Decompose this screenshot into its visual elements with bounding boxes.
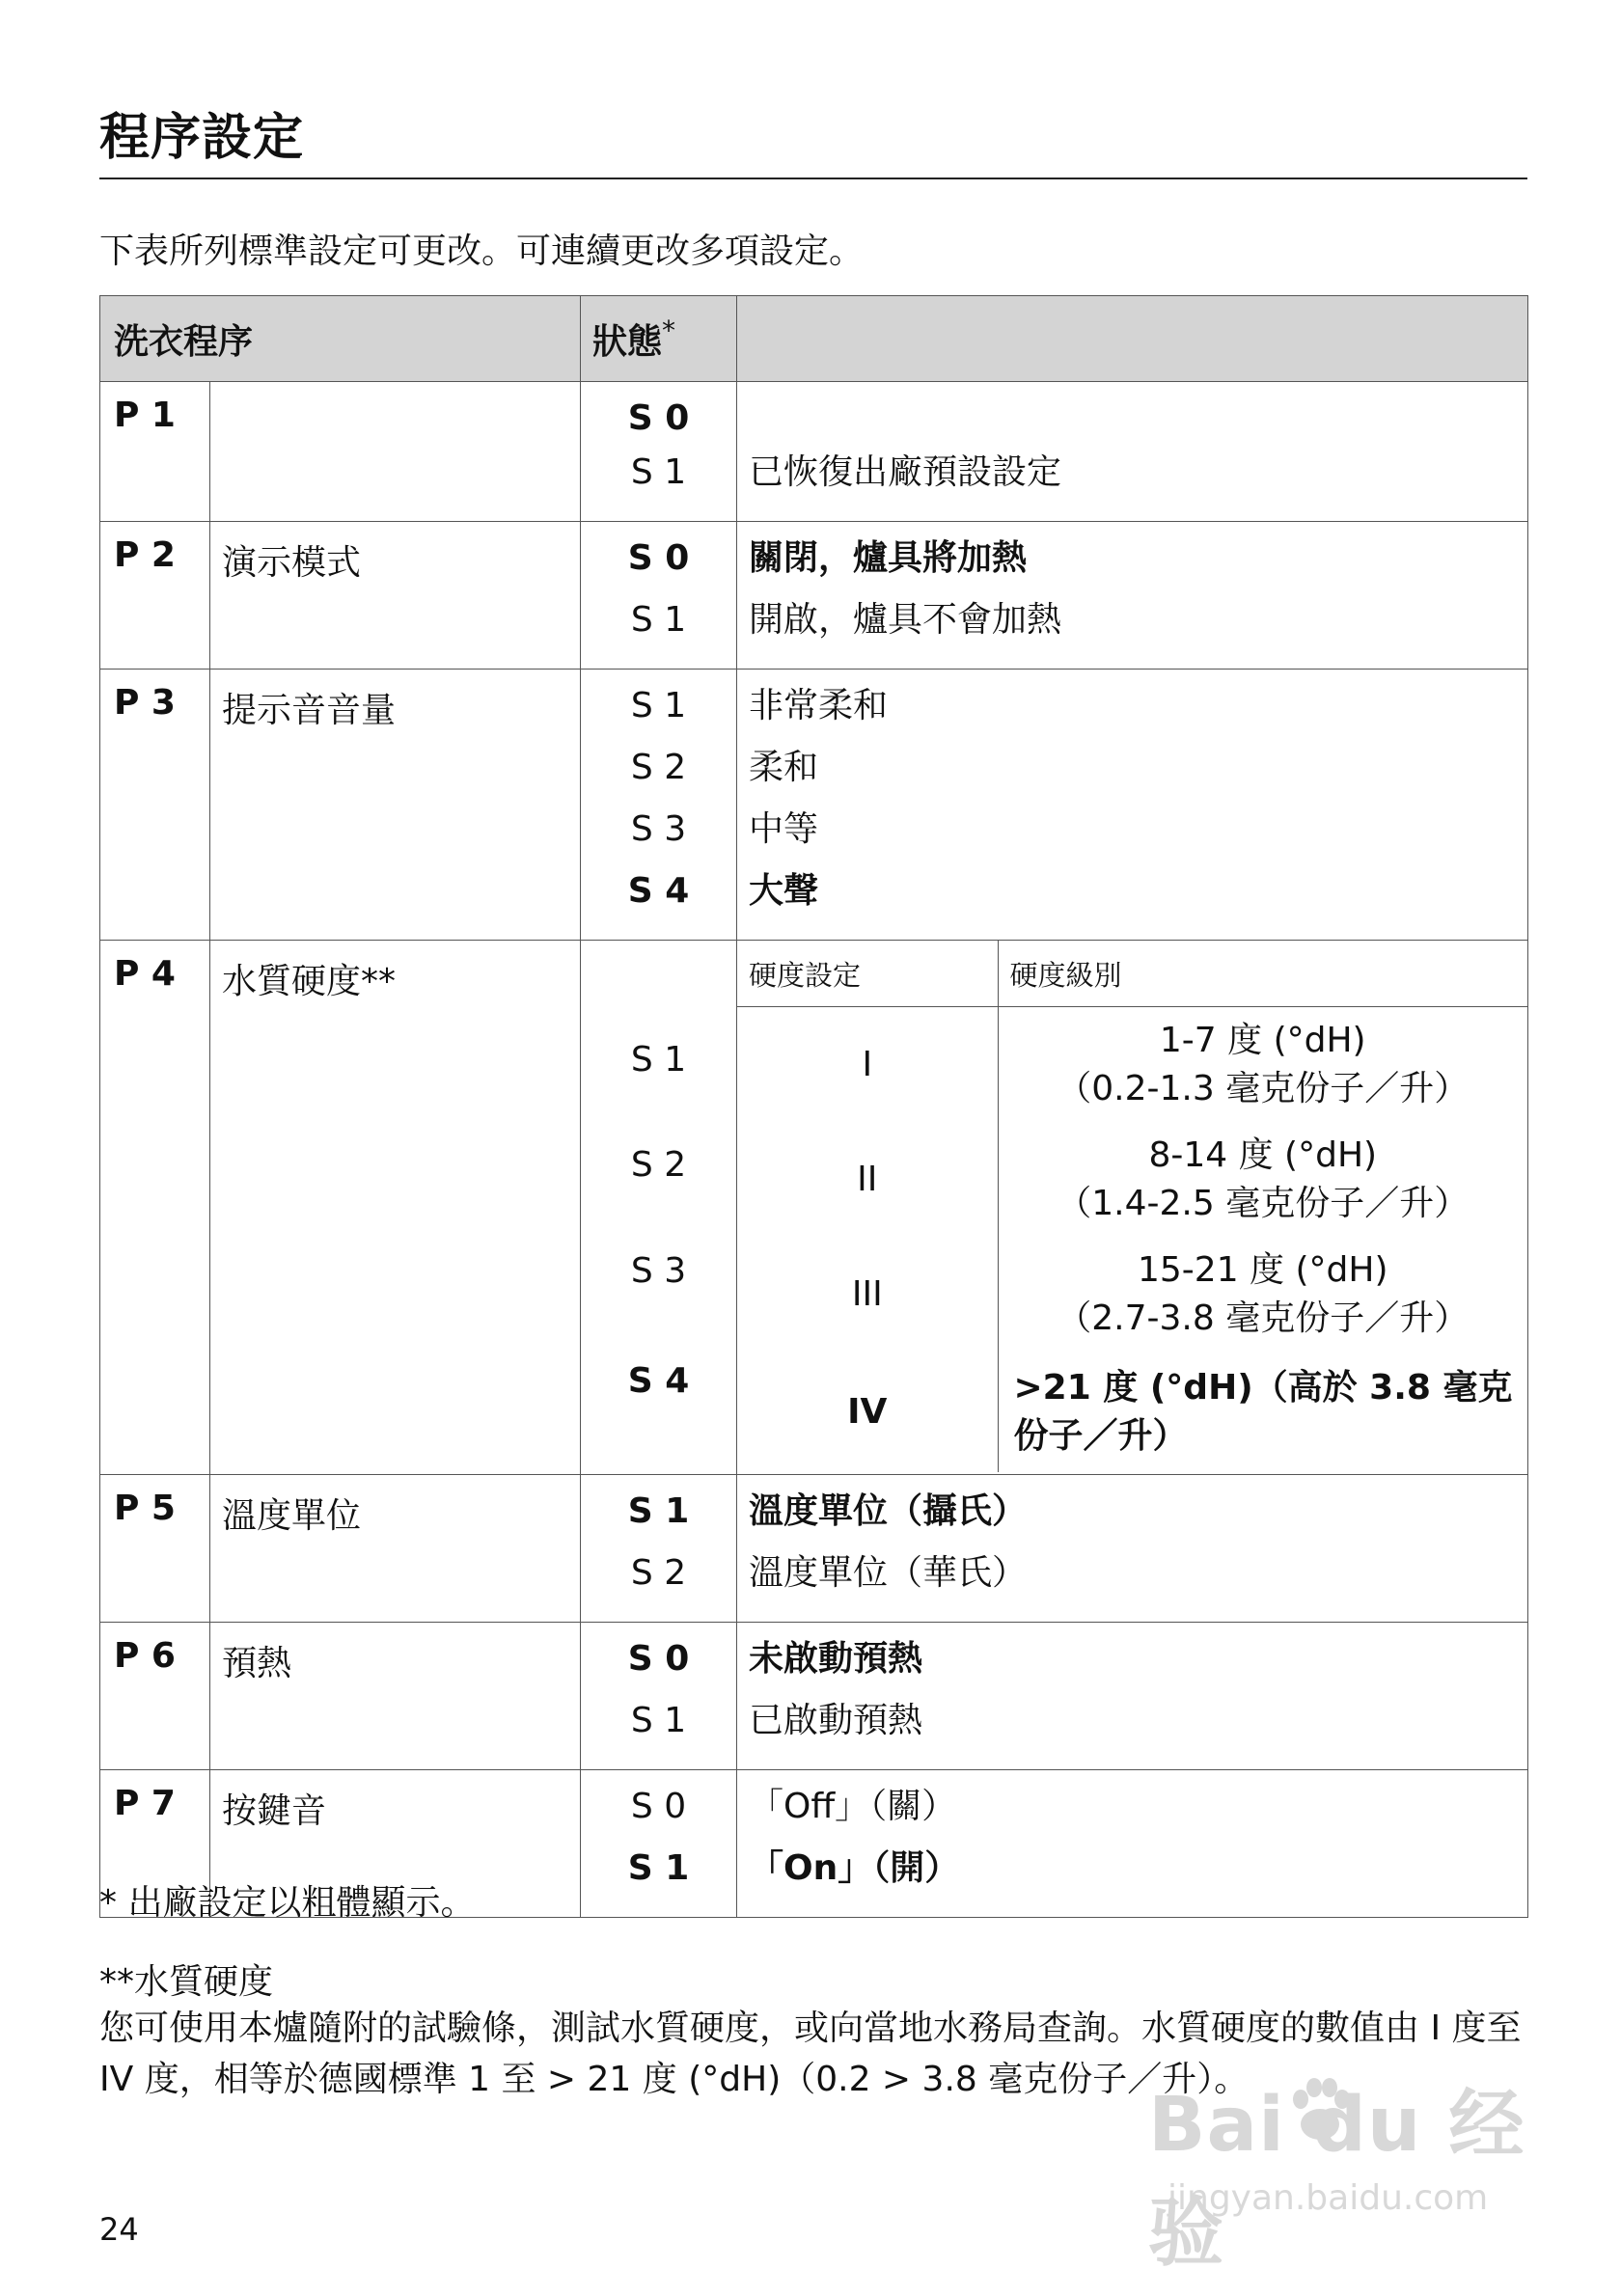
- state-cell: [581, 941, 737, 1475]
- state-value: S 4: [627, 1361, 690, 1401]
- header-description: [737, 296, 1528, 382]
- state-value: S 2: [630, 1145, 687, 1185]
- state-value: S 1: [627, 1491, 690, 1531]
- program-name: 演示模式: [210, 522, 581, 670]
- program-name: 水質硬度**: [210, 941, 581, 1475]
- hardness-range: 8-14 度 (°dH) （1.4-2.5 毫克份子／升）: [998, 1123, 1527, 1237]
- program-code: P 5: [100, 1475, 210, 1623]
- description-text: 關閉，爐具將加熱: [749, 538, 1028, 578]
- table-header-row: [100, 296, 1528, 382]
- program-name: [210, 382, 581, 522]
- state-cell: [581, 1623, 737, 1770]
- description-cell: [737, 1623, 1528, 1770]
- watermark-main-text: Bai du 经验: [1148, 2082, 1525, 2277]
- description-text: 大聲: [749, 871, 819, 911]
- state-value: S 1: [630, 600, 687, 640]
- program-code: P 2: [100, 522, 210, 670]
- description-text: 溫度單位（華氏）: [749, 1553, 1028, 1593]
- program-name: 提示音音量: [210, 670, 581, 941]
- program-code: P 3: [100, 670, 210, 941]
- intro-text: 下表所列標準設定可更改。可連續更改多項設定。: [99, 232, 865, 271]
- page-number: 24: [99, 2211, 139, 2248]
- program-code: P 1: [100, 382, 210, 522]
- hardness-level: I: [862, 1045, 873, 1085]
- page-title: 程序設定: [99, 109, 305, 167]
- state-value: S 1: [630, 1040, 687, 1080]
- description-text: 「On」（開）: [749, 1848, 960, 1888]
- program-name: 按鍵音: [210, 1770, 581, 1918]
- hardness-level: IV: [847, 1392, 888, 1432]
- description-cell: [737, 670, 1528, 941]
- hardness-table: [737, 941, 1527, 1472]
- state-value: S 0: [630, 1787, 687, 1826]
- description-text: 已恢復出廠預設設定: [749, 452, 1062, 492]
- state-value: S 3: [630, 1251, 687, 1291]
- hardness-row: [737, 1007, 1527, 1123]
- description-text: 未啟動預熱: [749, 1639, 923, 1679]
- hardness-setting-header: 硬度設定: [737, 941, 998, 1007]
- table-row: [100, 941, 1528, 1475]
- header-state: 狀態*: [581, 296, 737, 382]
- state-cell: [581, 1770, 737, 1918]
- description-text: [749, 396, 1527, 450]
- program-code: P 7: [100, 1770, 210, 1918]
- description-text: 「Off」（關）: [749, 1787, 957, 1826]
- description-text: 開啟，爐具不會加熱: [749, 600, 1062, 640]
- description-cell: [737, 1475, 1528, 1623]
- description-text: 中等: [749, 809, 819, 849]
- description-text: 非常柔和: [749, 686, 889, 725]
- description-cell: [737, 522, 1528, 670]
- table-row: [100, 1623, 1528, 1770]
- program-code: P 6: [100, 1623, 210, 1770]
- settings-table: [99, 295, 1528, 1918]
- state-value: S 1: [630, 452, 687, 492]
- header-program: 洗衣程序: [100, 296, 581, 382]
- state-value: S 2: [630, 748, 687, 787]
- state-value: S 2: [630, 1553, 687, 1593]
- title-divider: [99, 178, 1527, 179]
- description-cell: [737, 382, 1528, 522]
- state-value: S 0: [627, 1639, 690, 1679]
- footnote-bold-default: * 出廠設定以粗體顯示。: [99, 1883, 476, 1923]
- state-value: S 1: [627, 1848, 690, 1888]
- state-cell: [581, 522, 737, 670]
- hardness-level: III: [851, 1274, 883, 1314]
- program-name: 溫度單位: [210, 1475, 581, 1623]
- watermark-url: jingyan.baidu.com: [1168, 2178, 1489, 2218]
- state-cell: [581, 382, 737, 522]
- state-value: S 0: [627, 398, 690, 438]
- description-text: 溫度單位（攝氏）: [749, 1491, 1028, 1531]
- description-text: 已啟動預熱: [749, 1701, 923, 1740]
- hardness-range: 1-7 度 (°dH) （0.2-1.3 毫克份子／升）: [998, 1007, 1527, 1123]
- hardness-level: II: [857, 1160, 878, 1199]
- baidu-watermark: [1148, 2064, 1553, 2277]
- program-code: P 4: [100, 941, 210, 1475]
- state-value: S 3: [630, 809, 687, 849]
- hardness-range: >21 度 (°dH)（高於 3.8 毫克 份子／升）: [998, 1353, 1527, 1472]
- table-row: [100, 522, 1528, 670]
- hardness-cell: [737, 941, 1528, 1475]
- table-row: [100, 670, 1528, 941]
- hardness-row: [737, 1353, 1527, 1472]
- hardness-header-row: [737, 941, 1527, 1007]
- description-text: 柔和: [749, 748, 819, 787]
- state-value: S 0: [627, 538, 690, 578]
- table-row: [100, 382, 1528, 522]
- state-value: S 4: [627, 871, 690, 911]
- hardness-row: [737, 1123, 1527, 1237]
- hardness-level-header: 硬度級別: [998, 941, 1527, 1007]
- state-value: S 1: [630, 686, 687, 725]
- state-cell: [581, 670, 737, 941]
- state-cell: [581, 1475, 737, 1623]
- program-name: 預熱: [210, 1623, 581, 1770]
- hardness-range: 15-21 度 (°dH) （2.7-3.8 毫克份子／升）: [998, 1237, 1527, 1353]
- hardness-row: [737, 1237, 1527, 1353]
- footnote-water-hardness-body: 您可使用本爐隨附的試驗條，測試水質硬度，或向當地水務局查詢。水質硬度的數值由 I 度至 IV 度，相等於德國標準 1 至 > 21 度 (°dH)（0.2 > 3.8 毫克份子／升）。: [99, 2009, 1522, 2099]
- table-row: [100, 1475, 1528, 1623]
- state-value: S 1: [630, 1701, 687, 1740]
- description-cell: [737, 1770, 1528, 1918]
- footnote-water-hardness-title: **水質硬度: [99, 1962, 274, 2002]
